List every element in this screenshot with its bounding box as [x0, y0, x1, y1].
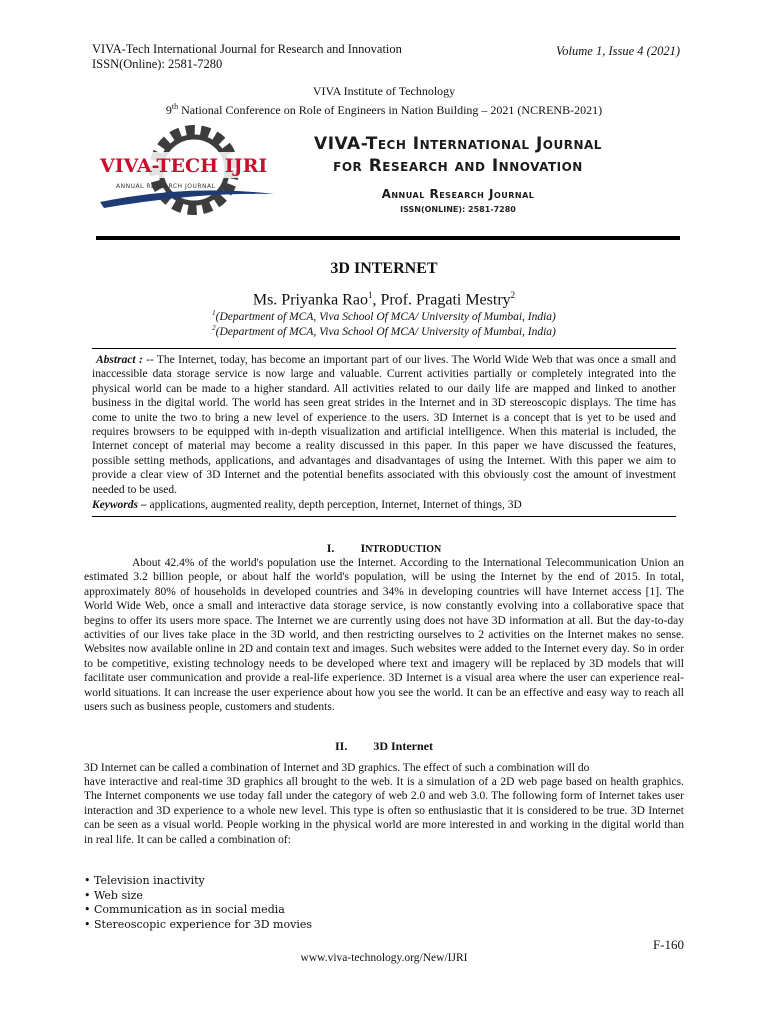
section-2-bullet-list	[84, 874, 312, 932]
affiliation-1	[0, 309, 768, 323]
conference-ordinal-suffix: th	[171, 102, 179, 111]
conference-title: National Conference on Role of Engineers in Nation Building – 2021 (NCRENB-2021)	[181, 103, 603, 117]
masthead-divider	[96, 236, 680, 240]
header-journal-name: VIVA-Tech International Journal for Research and Innovation	[92, 42, 402, 56]
section-2-heading	[0, 739, 768, 754]
footer-url[interactable]: www.viva-technology.org/New/IJRI	[300, 952, 468, 964]
author-1-sup: 1	[367, 290, 373, 300]
paper-title: 3D INTERNET	[330, 260, 438, 277]
list-item: • Television inactivity	[84, 874, 205, 887]
list-item: • Communication as in social media	[84, 903, 285, 917]
page-number: F-160	[652, 937, 684, 952]
affiliation-1-sup: 1	[212, 309, 216, 317]
header-volume: Volume 1, Issue 4 (2021)	[556, 44, 680, 58]
header-issn: ISSN(Online): 2581-7280	[92, 57, 223, 71]
masthead-title	[278, 133, 638, 177]
swoosh-graphic	[100, 190, 274, 208]
section-1-paragraph: About 42.4% of the world's population use the Internet. According to the International Telecommunication Union an estimated 3.2 billion people, or about half the world's population, will be using the Internet by the end of 2015. In total, approximately 80% of households in developed countries and 34% in developing countries will have Internet access [1]. The World Wide Web, once a small and interactive data storage service, is now constantly evolving into a collaborative space that begins to offer its users more space. The Internet we are currently using does not have 3D information at all. But the day-to-day activities of our lives take place in the 3D world, and then restricting ourselves to 2 activities on the Internet makes no sense. Websites now available online in 2D and contain text and images. Such websites were added to the Internet every day. So in order to be competitive, existing technology needs to be developed where text and imagery will be replaced by 3D models that will facilitate user communication and provide a real-life experience. 3D Internet is a visual area where the user can experience real-world situations. It can increase the user experience about how you see the world. It can be an effective and easy way to reach all users such as business people, customers and students.	[84, 557, 684, 714]
institute-name: VIVA Institute of Technology	[312, 84, 456, 98]
author-2: Prof. Pragati Mestry	[380, 291, 511, 309]
abstract-text: -- The Internet, today, has become an important part of our lives. The World Wide Web that was once a small and inaccessible data storage service is now large and valuable. Current activities partially or completely integrated into the physical world can be made to a higher standard. All activities related to our daily life are mapped and linked to another business in the digital world. The world has seen great strides in the Internet and in 3D stereoscopic displays. The time has come to unite the two to bring a new level of experience to the users. 3D Internet is a concept that is yet to be used and requires browsers to be equipped with in-depth visualization and artificial intelligence. When this material is included, the Internet concept of material may become a reality discussed in this paper. In this paper we have discussed the features, possible setting methods, applications, and advantages and disadvantages of using the Internet. With this paper we aim to provide a clear view of 3D Internet and the potential benefits associated with this obviously cost the amount of investment needed to be used.	[92, 354, 676, 496]
keywords-text: applications, augmented reality, depth perception, Internet, Internet of things, 3D	[146, 499, 522, 512]
affiliation-2-sup: 2	[212, 324, 216, 332]
conference-ordinal: 9	[165, 103, 172, 117]
author-separator: ,	[372, 291, 381, 309]
abstract-label: Abstract :	[96, 354, 143, 366]
section-1-number: I.	[326, 541, 335, 555]
section-2-title: 3D Internet	[373, 739, 433, 753]
affiliation-2-text: (Department of MCA, Viva School Of MCA/ University of Mumbai, India)	[215, 325, 556, 338]
affiliation-1-text: (Department of MCA, Viva School Of MCA/ University of Mumbai, India)	[215, 310, 556, 323]
running-header	[92, 42, 402, 72]
logo-subtext: ANNUAL RESEARCH JOURNAL	[116, 183, 216, 190]
conference-info	[0, 84, 768, 118]
author-2-sup: 2	[510, 290, 516, 300]
masthead-title-line1: VIVA-Tech International Journal	[314, 134, 602, 154]
journal-logo	[98, 122, 278, 218]
abstract-block	[92, 348, 676, 517]
paper-authors	[0, 290, 768, 309]
section-1-title-initial: I	[360, 541, 366, 555]
masthead-issn: ISSN(ONLINE): 2581-7280	[400, 205, 516, 214]
section-1-heading	[0, 541, 768, 556]
masthead-title-line2: for Research and Innovation	[333, 156, 583, 176]
keywords-line	[92, 498, 676, 512]
author-1: Ms. Priyanka Rao	[252, 291, 368, 309]
affiliation-2	[0, 324, 768, 338]
keywords-label: Keywords –	[92, 499, 147, 512]
section-2-first-line: 3D Internet can be called a combination of Internet and 3D graphics. The effect of such a combination will do	[84, 762, 590, 774]
section-1-title-rest: NTRODUCTION	[365, 544, 442, 555]
section-2-number: II.	[335, 739, 348, 753]
section-2-paragraph: have interactive and real-time 3D graphics all brought to the web. It is a simulation of a 2D web page based on health graphics. The Internet components we use today fall under the category of web 2.0 and web 3.0. The following form of Internet takes user interaction and 3D experience to a whole new level. This type is often so enthusiastic that it is considered to be true. 3D Internet can be seen as a visual world. People working in the physical world are more interested in and working in the digital world than in real life. It can be called a combination of:	[84, 776, 684, 846]
abstract-paragraph	[92, 353, 676, 497]
list-item: • Web size	[84, 888, 143, 902]
masthead-subtitle: Annual Research Journal	[381, 187, 535, 201]
conference-name	[0, 99, 768, 118]
list-item: • Stereoscopic experience for 3D movies	[84, 917, 312, 931]
logo-text: VIVA-TECH IJRI	[100, 155, 268, 177]
